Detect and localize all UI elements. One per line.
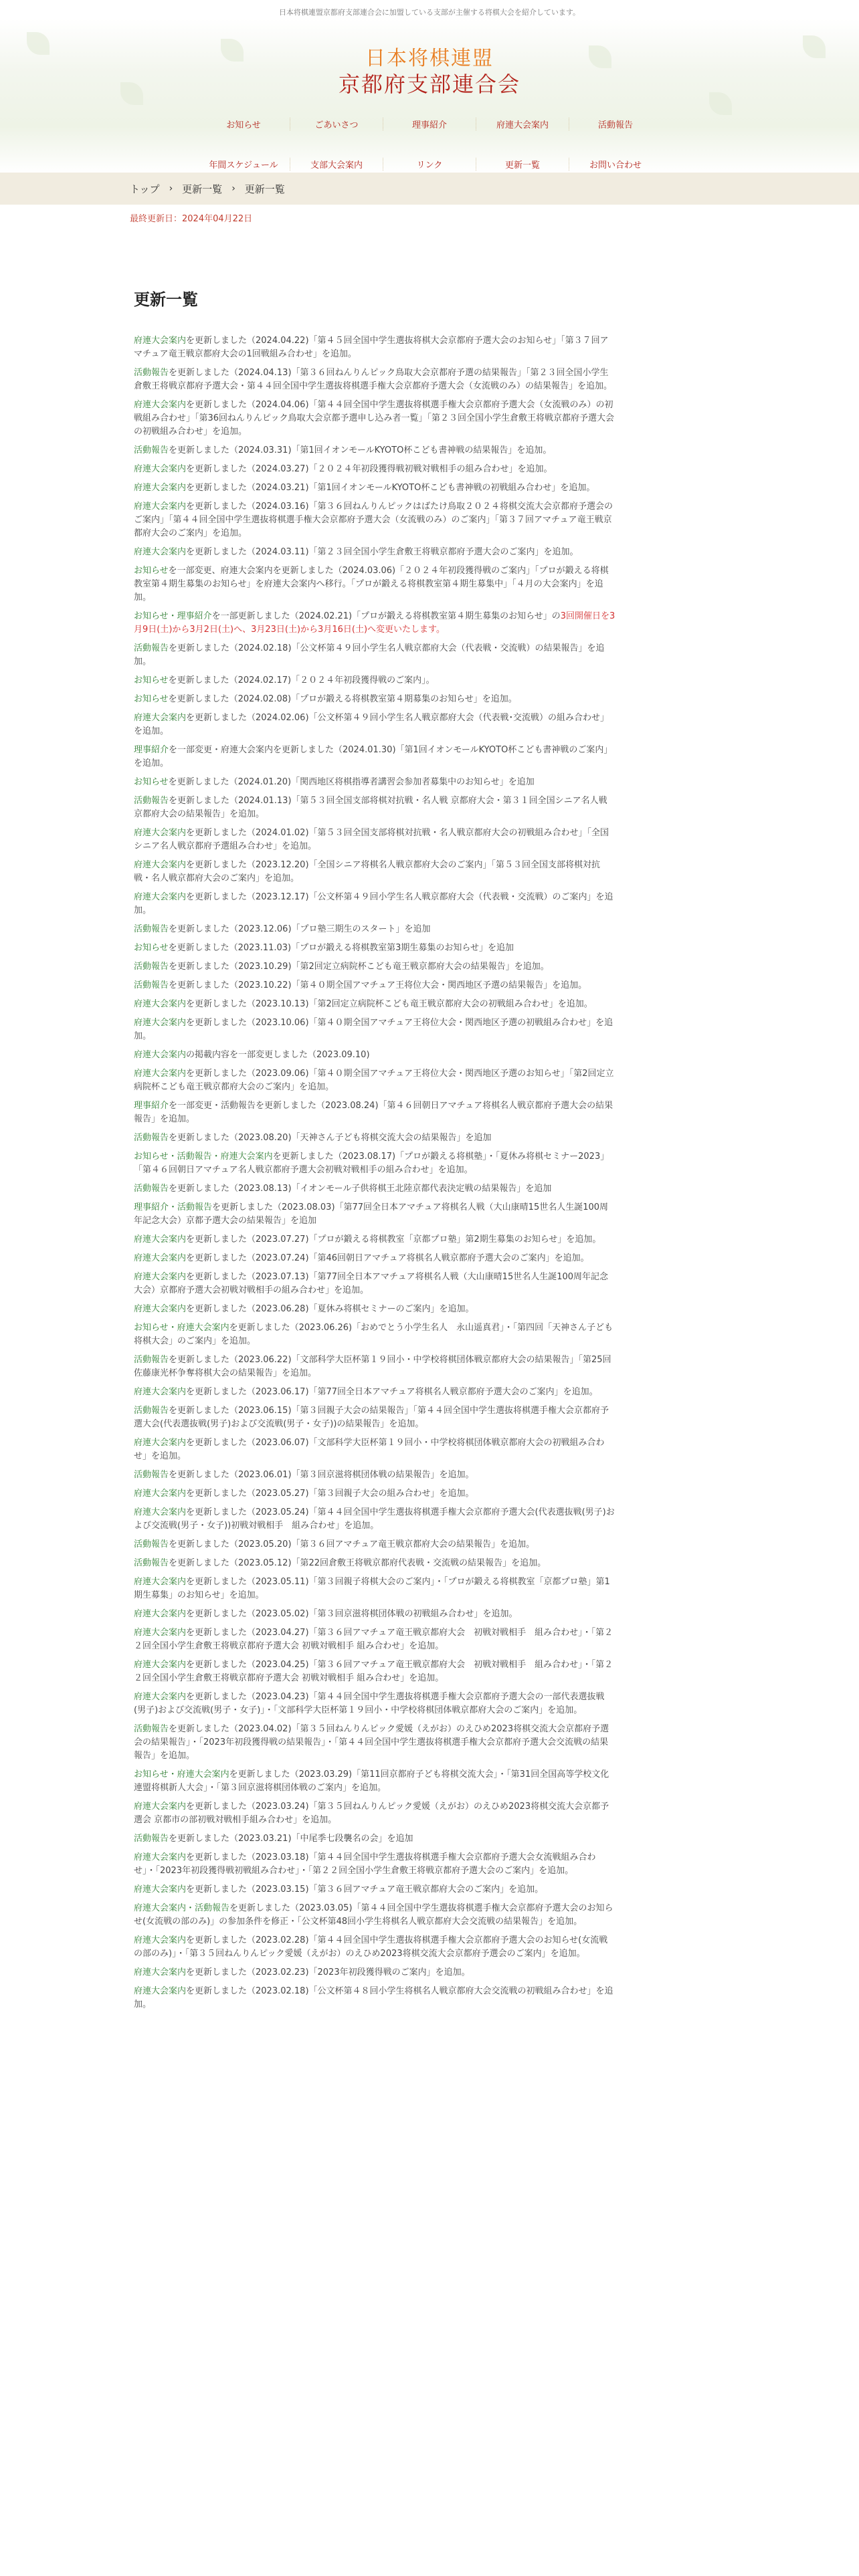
entry-category-link[interactable]: お知らせ・府連大会案内 xyxy=(134,1323,229,1333)
entry-text: を更新しました（2023.05.02)「第３回京滋将棋団体戦の初戦組み合わせ」を追加。 xyxy=(186,1609,518,1619)
site-logo[interactable] xyxy=(0,47,859,98)
update-entry xyxy=(134,712,615,738)
entry-text: を一部更新しました（2024.02.21)「プロが鍛える将棋教室第４期生募集のお知らせ」の xyxy=(211,611,561,621)
nav-greeting[interactable]: ごあいさつ xyxy=(290,118,383,130)
update-entry xyxy=(134,1691,615,1717)
entry-category-link[interactable]: 府連大会案内 xyxy=(134,828,187,838)
update-entry xyxy=(134,1902,615,1929)
entry-text: を更新しました（2024.04.13)「第３６回ねんりんピック鳥取大会京都府予選の結果報告」「第２３回全国小学生倉敷王将戦京都府予選大会・第４４回全国中学生選抜将棋選手権大会京都府予選大会（女流戦のみ）の結果報告」を追加。 xyxy=(134,368,613,391)
entry-text: を更新しました（2023.05.27)「第３回親子大会の組み合わせ」を追加。 xyxy=(186,1489,474,1499)
entry-text: を更新しました（2023.08.17)「プロが鍛える将棋塾」・「夏休み将棋セミナー2023」「第４６回朝日アマチュア名人戦京都府予選大会初戦対戦相手の組み合わせ」を追加。 xyxy=(134,1152,609,1175)
entry-text: を更新しました（2023.03.05)「第４４回全国中学生選抜将棋選手権大会京都府予選大会のお知らせ(女流戦の部のみ)」の参加条件を修正・「公文杯第48回小学生将棋名人戦京都府大会交流戦の結果報告」を追加。 xyxy=(134,1903,613,1927)
entry-text: を更新しました（2023.05.12)「第22回倉敷王将戦京都府代表戦・交流戦の結果報告」を追加。 xyxy=(169,1558,547,1568)
entry-category-link[interactable]: 府連大会案内 xyxy=(134,1304,187,1314)
entry-text: を更新しました（2023.03.21)「中尾季七段襲名の会」を追加 xyxy=(169,1834,413,1844)
entry-category-link[interactable]: 府連大会案内 xyxy=(134,1609,187,1619)
entry-text: を更新しました（2023.04.02)「第３５回ねんりんピック愛媛（えがお）のえひめ2023将棋交流大会京都府予選会の結果報告」・「2023年初段獲得戦の結果報告」・「第４４回全国中学生選抜将棋選手権大会京都府予選大会交流戦の結果報告」を追加。 xyxy=(134,1724,609,1761)
update-entry xyxy=(134,366,615,393)
page-title: 更新一覧 xyxy=(134,290,198,309)
update-entry xyxy=(134,859,615,885)
entry-text: を更新しました（2023.02.28)「第４４回全国中学生選抜将棋選手権大会京都府予選大会のお知らせ(女流戦の部のみ)」・「第３５回ねんりんピック愛媛（えがお）のえひめ2023将棋交流大会京都府予選会のご案内」を追加。 xyxy=(134,1935,608,1959)
entry-text: を更新しました（2024.03.16)「第３６回ねんりんピックはばたけ鳥取２０２４将棋交流大会京都府予選会のご案内」「第４４回全国中学生選抜将棋選手権大会京都府予選大会（女流戦のみ）のご案内」「第３７回アマチュア竜王戦京都府大会のご案内」を追加。 xyxy=(134,502,613,538)
update-entry xyxy=(134,794,615,821)
entry-category-link[interactable]: お知らせ・理事紹介 xyxy=(134,611,212,621)
nav-news[interactable]: お知らせ xyxy=(226,120,261,130)
update-entry xyxy=(134,998,615,1011)
entry-notice: 3回開催日を3月9日(土)から3月2日(土)へ、3月23日(土)から3月16日(土)へ変更いたします。 xyxy=(134,611,615,635)
entry-category-link[interactable]: 府連大会案内 xyxy=(134,1050,187,1060)
entry-text: を更新しました（2024.04.22)「第４５回全国中学生選抜将棋大会京都府予選大会のお知らせ」「第３７回アマチュア竜王戦京都府大会の1回戦組み合わせ」を追加。 xyxy=(134,336,609,359)
entry-text: を更新しました（2023.06.22)「文部科学大臣杯第１９回小・中学校将棋団体戦京都府大会の結果報告」「第25回佐藤康光杯争奪将棋大会の結果報告」を追加。 xyxy=(134,1355,611,1378)
entry-category-link[interactable]: 府連大会案内 xyxy=(134,1692,187,1702)
update-entry xyxy=(134,1883,615,1897)
entry-category-link[interactable]: 府連大会案内 xyxy=(134,892,187,902)
update-entry xyxy=(134,960,615,974)
entry-category-link[interactable]: 活動報告 xyxy=(134,1834,169,1844)
update-entry xyxy=(134,1201,615,1228)
entry-category-link[interactable]: 理事紹介 xyxy=(134,1101,169,1111)
entry-category-link[interactable]: お知らせ xyxy=(134,675,169,685)
entry-text: を更新しました（2023.12.06)「プロ塾三期生のスタート」を追加 xyxy=(169,924,431,934)
entry-category-link[interactable]: 府連大会案内 xyxy=(134,1852,187,1862)
update-entry xyxy=(134,1049,615,1062)
entry-category-link[interactable]: 府連大会案内 xyxy=(134,1967,187,1977)
update-entry xyxy=(134,1576,615,1602)
update-entry xyxy=(134,1985,615,2012)
entry-category-link[interactable]: 活動報告 xyxy=(134,643,169,653)
entry-category-link[interactable]: お知らせ xyxy=(134,694,169,704)
update-entry xyxy=(134,1252,615,1265)
entry-text: を更新しました（2023.04.27)「第３６回アマチュア竜王戦京都府大会 初戦対戦相手 組み合わせ」・「第２２回全国小学生倉敷王将戦京都府予選大会 初戦対戦相手 組み合わせ」を追加。 xyxy=(134,1628,613,1651)
entry-text: を更新しました（2023.05.24)「第４４回全国中学生選抜将棋選手権大会京都府予選大会(代表選抜戦(男子)および交流戦(男子・女子))初戦対戦相手 組み合わせ」を追加。 xyxy=(134,1507,615,1531)
entry-text: を更新しました（2024.02.17)「２０２４年初段獲得戦のご案内」。 xyxy=(168,675,435,685)
update-entry xyxy=(134,1934,615,1961)
update-entry xyxy=(134,399,615,439)
entry-text: を更新しました（2023.02.23)「2023年初段獲得戦のご案内」を追加。 xyxy=(186,1967,470,1977)
entry-text: を更新しました（2023.10.22)「第４０期全国アマチュア王将位大会・関西地区予選の結果報告」を追加。 xyxy=(169,980,587,990)
entry-category-link[interactable]: 府連大会案内 xyxy=(134,999,187,1009)
entry-text: を更新しました（2024.03.21)「第1回イオンモールKYOTO杯こども書神戦の初戦組み合わせ」を追加。 xyxy=(186,483,595,493)
entry-category-link[interactable]: お知らせ・府連大会案内 xyxy=(134,1769,229,1780)
entry-text: を更新しました（2023.04.23)「第４４回全国中学生選抜将棋選手権大会京都府予選大会の一部代表選抜戦(男子)および交流戦(男子・女子)」・「文部科学大臣杯第１９回小・中学校将棋団体戦京都府大会のご案内」を追加。 xyxy=(134,1692,605,1715)
entry-category-link[interactable]: 府連大会案内 xyxy=(134,483,187,493)
update-entry xyxy=(134,1487,615,1501)
update-entry xyxy=(134,674,615,687)
entry-text: を更新しました（2024.01.13)「第５３回全国支部将棋対抗戦・名人戦 京都府大会・第３１回全国シニア名人戦京都府大会の結果報告」を追加。 xyxy=(134,796,607,819)
entry-category-link[interactable]: 府連大会案内 xyxy=(134,1438,187,1448)
entry-category-link[interactable]: 活動報告 xyxy=(134,962,169,972)
entry-category-link[interactable]: 活動報告 xyxy=(134,1406,169,1416)
update-entry xyxy=(134,891,615,918)
update-entry xyxy=(134,1436,615,1463)
update-entry xyxy=(134,334,615,361)
update-entry xyxy=(134,642,615,669)
entry-category-link[interactable]: 活動報告 xyxy=(134,1558,169,1568)
entry-text: を更新しました（2023.07.13)「第77回全日本アマチュア将棋名人戦（大山康晴15世名人生誕100周年記念大会）京都府予選大会初戦対戦相手の組み合わせ」を追加。 xyxy=(134,1272,609,1295)
entry-text: を更新しました（2023.08.13)「イオンモール子供将棋王北陸京都代表決定戦の結果報告」を追加 xyxy=(169,1184,552,1194)
update-entry xyxy=(134,1538,615,1551)
update-entry xyxy=(134,1099,615,1126)
entry-text: を更新しました（2024.02.08)「プロが鍛える将棋教室第４期募集のお知らせ」を追加。 xyxy=(168,694,517,704)
entry-category-link[interactable]: お知らせ xyxy=(134,943,169,953)
update-entry xyxy=(134,1768,615,1795)
update-entry xyxy=(134,1233,615,1247)
entry-text: を更新しました（2024.02.06)「公文杯第４９回小学生名人戦京都府大会（代表戦･交流戦）の組み合わせ」を追加。 xyxy=(134,713,609,736)
global-nav-row1 xyxy=(0,118,859,130)
entry-text: を更新しました（2023.10.29)「第2回定立病院杯こども竜王戦京都府大会の結果報告」を追加。 xyxy=(169,962,549,972)
update-entry xyxy=(134,1832,615,1846)
entry-text: を更新しました（2023.08.03)「第77回全日本アマチュア将棋名人戦（大山康晴15世名人生誕100周年記念大会）京都予選大会の結果報告」を追加 xyxy=(134,1202,609,1226)
update-entry xyxy=(134,1182,615,1196)
nav-directors[interactable]: 理事紹介 xyxy=(383,118,476,130)
entry-text: を更新しました（2023.05.20)「第３６回アマチュア竜王戦京都府大会の結果報告」を追加。 xyxy=(169,1539,535,1549)
entry-text: を更新しました（2023.03.15)「第３６回アマチュア竜王戦京都府大会のご案内」を追加。 xyxy=(186,1885,544,1895)
update-entry xyxy=(134,444,615,457)
entry-category-link[interactable]: 活動報告 xyxy=(134,1539,169,1549)
entry-category-link[interactable]: 府連大会案内 xyxy=(134,464,187,474)
entry-category-link[interactable]: 府連大会案内 xyxy=(134,547,187,557)
update-list xyxy=(134,334,615,2017)
entry-text: を更新しました（2023.06.28)「夏休み将棋セミナーのご案内」を追加。 xyxy=(186,1304,474,1314)
entry-text: の掲載内容を一部変更しました（2023.09.10) xyxy=(186,1050,370,1060)
update-entry xyxy=(134,500,615,540)
breadcrumb-separator: › xyxy=(169,183,173,194)
entry-category-link[interactable]: 府連大会案内 xyxy=(134,1489,187,1499)
entry-text: を更新しました（2023.10.06)「第４０期全国アマチュア王将位大会・関西地区予選の初戦組み合わせ」を追加。 xyxy=(134,1018,613,1041)
entry-category-link[interactable]: 府連大会案内 xyxy=(134,502,187,512)
update-entry xyxy=(134,1626,615,1653)
update-entry xyxy=(134,1386,615,1399)
entry-category-link[interactable]: 府連大会案内 xyxy=(134,1253,187,1263)
nav-activity-reports[interactable]: 活動報告 xyxy=(569,118,662,130)
update-entry xyxy=(134,744,615,770)
entry-text: を更新しました（2024.01.02)「第５３回全国支部将棋対抗戦・名人戦京都府大会の初戦組み合わせ」「全国シニア名人戦京都府予選組み合わせ」を追加。 xyxy=(134,828,609,851)
entry-category-link[interactable]: 府連大会案内 xyxy=(134,1986,187,1996)
update-entry xyxy=(134,1303,615,1316)
entry-text: を更新しました（2024.01.20)「関西地区将棋指導者講習会参加者募集中のお知らせ」を追加 xyxy=(168,777,535,787)
update-entry xyxy=(134,564,615,605)
entry-category-link[interactable]: 活動報告 xyxy=(134,1355,169,1365)
nav-branch-tournaments[interactable]: 支部大会案内 xyxy=(290,158,383,171)
breadcrumb-separator: › xyxy=(231,183,235,194)
entry-category-link[interactable]: お知らせ xyxy=(134,566,169,576)
nav-update-list[interactable]: 更新一覧 xyxy=(476,158,569,171)
entry-text: を更新しました（2023.12.20)「全国シニア将棋名人戦京都府大会のご案内」「第５３回全国支部将棋対抗戦・名人戦京都府大会のご案内」を追加。 xyxy=(134,860,601,883)
update-entry xyxy=(134,1469,615,1482)
entry-category-link[interactable]: 府連大会案内 xyxy=(134,1272,187,1282)
update-entry xyxy=(134,1506,615,1533)
nav-annual-schedule[interactable]: 年間スケジュール xyxy=(209,160,278,171)
entry-category-link[interactable]: 理事紹介・活動報告 xyxy=(134,1202,213,1212)
site-header xyxy=(0,19,859,173)
entry-category-link[interactable]: 府連大会案内 xyxy=(134,336,187,346)
entry-category-link[interactable]: 府連大会案内 xyxy=(134,1235,187,1245)
entry-category-link[interactable]: 府連大会案内 xyxy=(134,1387,187,1397)
breadcrumb-top[interactable]: トップ xyxy=(130,183,160,195)
update-entry xyxy=(134,1966,615,1979)
entry-category-link[interactable]: 府連大会案内 xyxy=(134,1660,187,1670)
entry-text: を更新しました（2024.04.06)「第４４回全国中学生選抜将棋選手権大会京都府予選大会（女流戦のみ）の初戦組み合わせ」「第36回ねんりんピック鳥取大会京都予選申し込み者一覧」「第２３回全国小学生倉敷王将戦京都府予選大会の初戦組み合わせ」を追加。 xyxy=(134,400,615,437)
entry-text: を更新しました（2024.03.27)「２０２４年初段獲得戦初戦対戦相手の組み合わせ」を追加。 xyxy=(186,464,553,474)
update-entry xyxy=(134,979,615,992)
update-entry xyxy=(134,1557,615,1570)
logo-line2: 京都府支部連合会 xyxy=(338,72,520,97)
entry-category-link[interactable]: 府連大会案内 xyxy=(134,1069,187,1079)
entry-text: を更新しました（2024.02.18)「公文杯第４９回小学生名人戦京都府大会（代表戦・交流戦）の結果報告」を追加。 xyxy=(134,643,605,667)
breadcrumb xyxy=(0,173,859,205)
entry-text: を更新しました（2023.07.24)「第46回朝日アマチュア将棋名人戦京都府予選大会のご案内」を追加。 xyxy=(186,1253,589,1263)
entry-text: を更新しました（2023.04.25)「第３６回アマチュア竜王戦京都府大会 初戦対戦相手 組み合わせ」・「第２２回全国小学生倉敷王将戦京都府予選大会 初戦対戦相手 組み合わせ」を追加。 xyxy=(134,1660,613,1683)
entry-text: を一部変更、府連大会案内を更新しました（2024.03.06)「２０２４年初段獲得戦のご案内」「プロが鍛える将棋教室第４期生募集のお知らせ」を府連大会案内へ移行。「プロが鍛える将棋教室第４期生募集中」「４月の大会案内」を追加。 xyxy=(134,566,609,603)
update-entry xyxy=(134,693,615,706)
update-entry xyxy=(134,1321,615,1348)
entry-category-link[interactable]: 府連大会案内 xyxy=(134,1935,187,1945)
entry-text: を更新しました（2024.03.31)「第1回イオンモールKYOTO杯こども書神戦の結果報告」を追加。 xyxy=(169,445,552,455)
update-entry xyxy=(134,776,615,789)
entry-text: を更新しました（2023.06.26)「おめでとう小学生名人 永山遥真君」・「第四回「天神さん子ども将棋大会」のご案内」を追加。 xyxy=(134,1323,613,1346)
entry-text: を一部変更・活動報告を更新しました（2023.08.24)「第４６回朝日アマチュア将棋名人戦京都府予選大会の結果報告」を追加。 xyxy=(134,1101,613,1124)
breadcrumb-current: 更新一覧 xyxy=(244,183,285,195)
entry-category-link[interactable]: 活動報告 xyxy=(134,1133,169,1143)
entry-text: を更新しました（2023.08.20)「天神さん子ども将棋交流大会の結果報告」を追加 xyxy=(169,1133,492,1143)
logo-line1: 日本将棋連盟 xyxy=(365,47,494,70)
nav-federation-tournaments[interactable]: 府連大会案内 xyxy=(476,118,569,130)
entry-text: を更新しました（2023.11.03)「プロが鍛える将棋教室第3期生募集のお知らせ」を追加 xyxy=(168,943,514,953)
update-entry xyxy=(134,1150,615,1177)
entry-category-link[interactable]: 府連大会案内 xyxy=(134,1885,187,1895)
entry-text: を更新しました（2023.03.24)「第３５回ねんりんピック愛媛（えがお）のえひめ2023将棋交流大会京都予選会 京都市の部初戦対戦相手組み合わせ」を追加。 xyxy=(134,1802,609,1825)
update-entry xyxy=(134,1354,615,1380)
update-entry xyxy=(134,1016,615,1043)
nav-links[interactable]: リンク xyxy=(383,158,476,171)
update-entry xyxy=(134,1851,615,1878)
entry-text: を更新しました（2023.09.06)「第４０期全国アマチュア王将位大会・関西地区予選のお知らせ」「第2回定立病院杯こども竜王戦京都府大会のご案内」を追加。 xyxy=(134,1069,614,1092)
entry-text: を更新しました（2023.07.27)「プロが鍛える将棋教室「京都プロ塾」第2期生募集のお知らせ」を追加。 xyxy=(186,1235,601,1245)
entry-category-link[interactable]: 活動報告 xyxy=(134,924,169,934)
entry-category-link[interactable]: 府連大会案内 xyxy=(134,1577,187,1587)
entry-category-link[interactable]: お知らせ xyxy=(134,777,169,787)
entry-text: を更新しました（2023.06.17)「第77回全日本アマチュア将棋名人戦京都府予選大会のご案内」を追加。 xyxy=(186,1387,598,1397)
update-entry xyxy=(134,1067,615,1094)
update-entry xyxy=(134,463,615,476)
entry-category-link[interactable]: 活動報告 xyxy=(134,796,169,806)
entry-category-link[interactable]: 府連大会案内 xyxy=(134,400,187,410)
entry-category-link[interactable]: 活動報告 xyxy=(134,1724,169,1734)
entry-category-link[interactable]: 活動報告 xyxy=(134,445,169,455)
entry-text: を更新しました（2023.12.17)「公文杯第４９回小学生名人戦京都府大会（代表戦・交流戦）のご案内」を追加。 xyxy=(134,892,613,916)
update-entry xyxy=(134,1723,615,1763)
entry-category-link[interactable]: 活動報告 xyxy=(134,1184,169,1194)
entry-category-link[interactable]: 府連大会案内 xyxy=(134,1628,187,1638)
entry-text: を更新しました（2023.03.18)「第４４回全国中学生選抜将棋選手権大会京都府予選大会女流戦組み合わせ」・「2023年初段獲得戦初戦組み合わせ」・「第２２回全国小学生倉敷王将戦京都府予選大会のご案内」を追加。 xyxy=(134,1852,596,1876)
update-entry xyxy=(134,827,615,853)
entry-category-link[interactable]: 府連大会案内 xyxy=(134,1507,187,1517)
entry-category-link[interactable]: 府連大会案内 xyxy=(134,713,187,723)
entry-category-link[interactable]: 府連大会案内 xyxy=(134,860,187,870)
global-nav-row2 xyxy=(0,158,859,171)
entry-category-link[interactable]: お知らせ・活動報告・府連大会案内 xyxy=(134,1152,273,1162)
entry-category-link[interactable]: 府連大会案内 xyxy=(134,1802,187,1812)
update-entry xyxy=(134,942,615,955)
entry-text: を更新しました（2024.03.11)「第２３回全国小学生倉敷王将戦京都府予選大会のご案内」を追加。 xyxy=(186,547,579,557)
entry-category-link[interactable]: 理事紹介 xyxy=(134,745,169,755)
update-entry xyxy=(134,1800,615,1827)
entry-text: を更新しました（2023.10.13)「第2回定立病院杯こども竜王戦京都府大会の初戦組み合わせ」を追加。 xyxy=(186,999,593,1009)
update-entry xyxy=(134,1404,615,1431)
entry-text: を更新しました（2023.02.18)「公文杯第４８回小学生将棋名人戦京都府大会交流戦の初戦組み合わせ」を追加。 xyxy=(134,1986,613,2010)
entry-text: を一部変更・府連大会案内を更新しました（2024.01.30)「第1回イオンモールKYOTO杯こども書神戦のご案内」を追加。 xyxy=(134,745,613,768)
update-entry xyxy=(134,546,615,559)
update-entry xyxy=(134,1271,615,1297)
update-entry xyxy=(134,1132,615,1145)
breadcrumb-update-list[interactable]: 更新一覧 xyxy=(182,183,223,195)
update-entry xyxy=(134,481,615,495)
entry-category-link[interactable]: 府連大会案内 xyxy=(134,1018,187,1028)
update-entry xyxy=(134,610,615,637)
site-tagline: 日本将棋連盟京都府支部連合会に加盟している支部が主催する将棋大会を紹介しています。 xyxy=(278,8,581,17)
entry-category-link[interactable]: 府連大会案内・活動報告 xyxy=(134,1903,230,1913)
entry-text: を更新しました（2023.06.15)「第３回親子大会の結果報告」「第４４回全国中学生選抜将棋選手権大会京都府予選大会(代表選抜戦(男子)および交流戦(男子・女子))の結果報告」を追加。 xyxy=(134,1406,609,1429)
last-updated: 最終更新日：2024年04月22日 xyxy=(130,214,253,224)
entry-text: を更新しました（2023.06.01)「第３回京滋将棋団体戦の結果報告」を追加。 xyxy=(169,1470,474,1480)
entry-category-link[interactable]: 活動報告 xyxy=(134,368,169,378)
nav-contact[interactable]: お問い合わせ xyxy=(569,158,662,171)
entry-category-link[interactable]: 活動報告 xyxy=(134,1470,169,1480)
entry-text: を更新しました（2023.03.29)「第11回京都府子ども将棋交流大会」・「第31回全国高等学校文化連盟将棋新人大会」・「第３回京滋将棋団体戦のご案内」を追加。 xyxy=(134,1769,609,1793)
entry-text: を更新しました（2023.05.11)「第３回親子将棋大会のご案内」・「プロが鍛える将棋教室「京都プロ塾」第1期生募集」のお知らせ」を追加。 xyxy=(134,1577,610,1600)
entry-category-link[interactable]: 活動報告 xyxy=(134,980,169,990)
update-entry xyxy=(134,923,615,936)
update-entry xyxy=(134,1658,615,1685)
entry-text: を更新しました（2023.06.07)「文部科学大臣杯第１９回小・中学校将棋団体戦京都府大会の初戦組み合わせ」を追加。 xyxy=(134,1438,605,1461)
update-entry xyxy=(134,1608,615,1621)
